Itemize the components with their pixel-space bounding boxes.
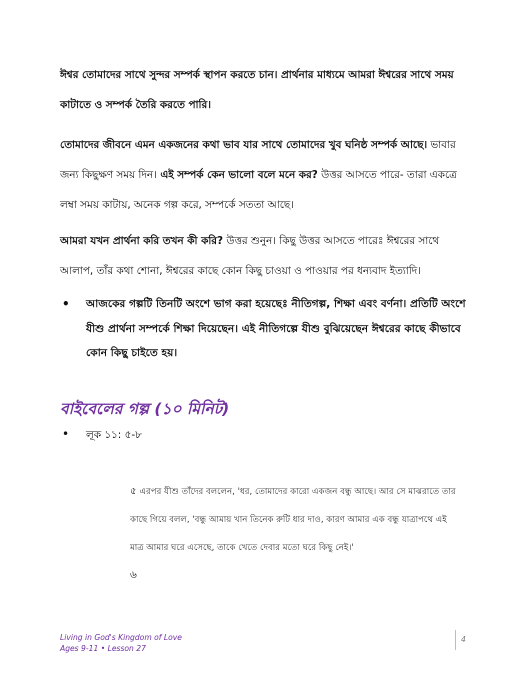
footer (60, 632, 182, 654)
relationship-question: এই সম্পর্ক কেন ভালো বলে মনে কর? (156, 169, 318, 181)
page-number: 4 (461, 635, 466, 644)
footer-lesson: Ages 9-11 • Lesson 27 (60, 644, 146, 653)
intro-paragraph: ঈশ্বর তোমাদের সাথে সুন্দর সম্পর্ক স্থাপন করতে চান। প্রার্থনার মাধ্যমে আমরা ঈশ্বরের সাথে সময় কাটাতে ও সম্পর্ক তৈরি করতে পারি। (60, 69, 454, 111)
section-heading: বাইবেলের গল্প (১০ মিনিট) (60, 400, 230, 418)
footer-title: Living in God's Kingdom of Love (60, 633, 182, 642)
verse-number: ৫ (130, 486, 137, 497)
relationship-instruction: ভাবার জন্য কিছুক্ষণ সময় দিন। (60, 139, 456, 181)
prayer-question: আমরা যখন প্রার্থনা করি তখন কী করি? (60, 235, 224, 247)
relationship-answer: উত্তর আসতে পারে- তারা একত্রে লম্বা সময় কাটায়, অনেক গল্প করে, সম্পর্কে সততা আছে। (60, 169, 457, 211)
verse-block (130, 478, 460, 562)
verse-text: এরপর যীশু তাঁদের বললেন, 'ধর, তোমাদের কারো একজন বন্ধু আছে। আর সে মাঝরাতে তার কাছে গিয়ে বলল, 'বন্ধু আমায় খান তিনেক রুটি ধার দাও, কারণ আমার এক বন্ধু যাত্রাপথে এই মাত্র আমার ঘরে এসেছে, তাকে খেতে দেবার মতো ঘরে কিছু নেই।' (130, 487, 456, 553)
relationship-paragraph (60, 130, 474, 220)
relationship-prompt: তোমাদের জীবনে এমন একজনের কথা ভাব যার সাথে তোমাদের খুব ঘনিষ্ঠ সম্পর্ক আছে। (60, 139, 428, 151)
prayer-answer: উত্তর শুনুন। কিছু উত্তর আসতে পারেঃ ঈশ্বরের সাথে আলাপ, তাঁর কথা শোনা, ঈশ্বরের কাছে কোন কিছু চাওয়া ও পাওয়ার পর ধন্যবাদ ইত্যাদি। (60, 235, 440, 277)
verse-number-next: ৬ (130, 569, 137, 581)
list-item: • আজকের গল্পটি তিনটি অংশে ভাগ করা হয়েছেঃ নীতিগল্প, শিক্ষা এবং বর্ণনা। প্রতিটি অংশে যীশু প্রার্থনা সম্পর্কে শিক্ষা দিয়েছেন। এই নীতিগল্পে যীশু বুঝিয়েছেন ঈশ্বরের কাছে কীভাবে কোন কিছু চাইতে হয়। (60, 292, 480, 366)
prayer-paragraph (60, 226, 474, 286)
scripture-reference: • লূক ১১: ৫-৮ (60, 428, 142, 445)
story-parts-list (60, 292, 480, 366)
footer-divider (455, 630, 456, 650)
